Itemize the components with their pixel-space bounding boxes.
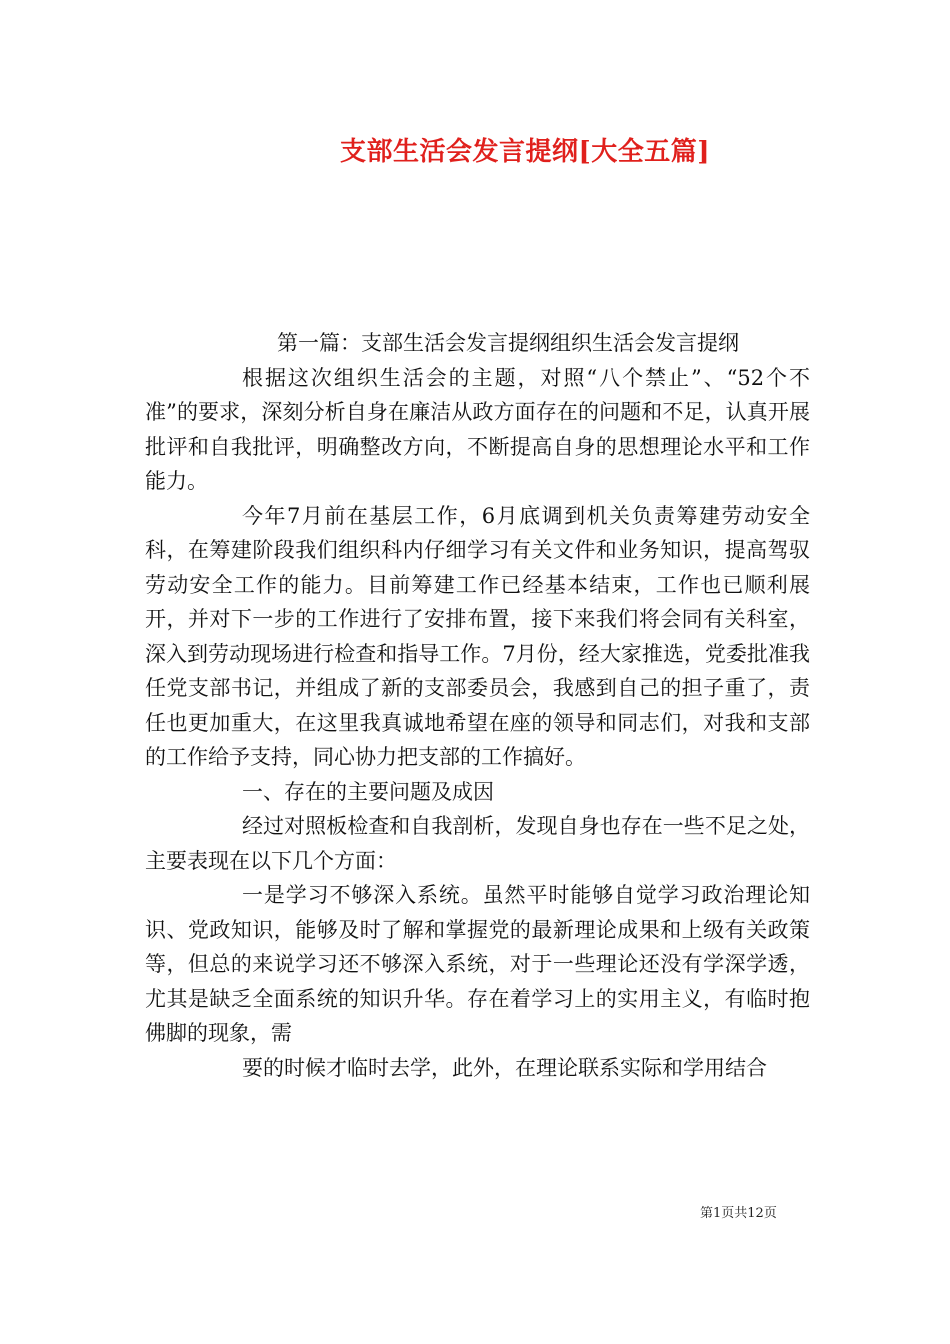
document-title: 支部生活会发言提纲[大全五篇] — [339, 137, 711, 167]
paragraph-intro: 根据这次组织生活会的主题，对照“八个禁止”、“52个不准”的要求，深刻分析自身在廉洁从政方面存在的问题和不足，认真开展批评和自我批评，明确整改方向，不断提高自身的思想理论水平和工作能力。 — [145, 365, 810, 493]
document-body — [145, 326, 810, 1085]
paragraph-background: 今年7月前在基层工作，6月底调到机关负责筹建劳动安全科，在筹建阶段我们组织科内仔细学习有关文件和业务知识，提高驾驭劳动安全工作的能力。目前筹建工作已经基本结束，工作也已顺利展开，并对下一步的工作进行了安排布置，接下来我们将会同有关科室，深入到劳动现场进行检查和指导工作。7月份，经大家推选，党委批准我任党支部书记，并组成了新的支部委员会，我感到自己的担子重了，责任也更加重大，在这里我真诚地希望在座的领导和同志们，对我和支部的工作给予支持，同心协力把支部的工作搞好。 — [145, 503, 810, 769]
section-heading: 第一篇：支部生活会发言提纲组织生活会发言提纲 — [277, 331, 739, 355]
paragraph-subheading: 一、存在的主要问题及成因 — [242, 779, 494, 804]
paragraph-continuation: 要的时候才临时去学，此外，在理论联系实际和学用结合 — [242, 1055, 767, 1080]
paragraph-self-analysis: 经过对照板检查和自我剖析，发现自身也存在一些不足之处，主要表现在以下几个方面： — [145, 814, 810, 873]
paragraph-point-one: 一是学习不够深入系统。虽然平时能够自觉学习政治理论知识、党政知识，能够及时了解和掌握党的最新理论成果和上级有关政策等，但总的来说学习还不够深入系统，对于一些理论还没有学深学透，尤其是缺乏全面系统的知识升华。存在着学习上的实用主义，有临时抱佛脚的现象，需 — [145, 883, 810, 1045]
page-number: 第1页共12页 — [700, 1206, 777, 1221]
